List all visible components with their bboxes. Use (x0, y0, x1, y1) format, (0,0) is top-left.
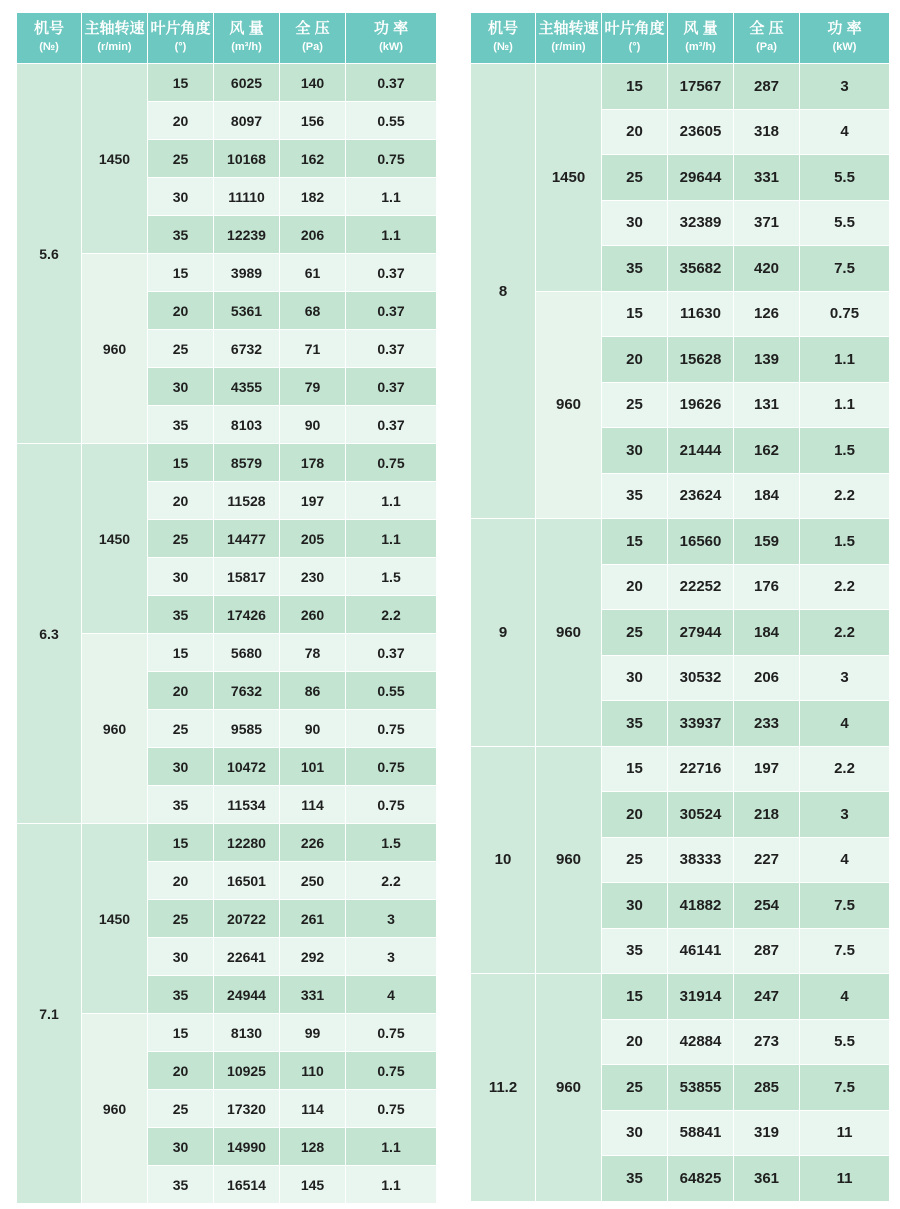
cell-blade-angle: 35 (602, 246, 668, 292)
cell-model-no: 9 (471, 519, 536, 747)
cell-total-pressure: 162 (280, 140, 346, 178)
cell-total-pressure: 110 (280, 1052, 346, 1090)
cell-power: 1.1 (346, 1128, 437, 1166)
cell-power: 0.37 (346, 406, 437, 444)
header-unit: (m³/h) (685, 41, 716, 53)
cell-total-pressure: 61 (280, 254, 346, 292)
table-header (471, 13, 890, 64)
cell-total-pressure: 287 (734, 928, 800, 974)
cell-blade-angle: 15 (148, 254, 214, 292)
cell-air-volume: 30532 (668, 655, 734, 701)
cell-blade-angle: 35 (602, 473, 668, 519)
header-label: 主轴转速 (84, 20, 145, 37)
header-blade-angle (148, 13, 214, 64)
cell-blade-angle: 20 (602, 564, 668, 610)
cell-air-volume: 23605 (668, 109, 734, 155)
cell-air-volume: 21444 (668, 428, 734, 474)
cell-blade-angle: 25 (602, 837, 668, 883)
cell-power: 0.75 (346, 786, 437, 824)
cell-air-volume: 12280 (214, 824, 280, 862)
table-row (471, 64, 890, 110)
cell-total-pressure: 78 (280, 634, 346, 672)
cell-total-pressure: 260 (280, 596, 346, 634)
cell-total-pressure: 90 (280, 406, 346, 444)
cell-blade-angle: 15 (148, 634, 214, 672)
table-row (17, 444, 437, 482)
cell-total-pressure: 227 (734, 837, 800, 883)
header-unit: (№) (493, 41, 513, 53)
cell-total-pressure: 319 (734, 1110, 800, 1156)
header-unit: (Pa) (756, 41, 777, 53)
table-row (471, 746, 890, 792)
cell-blade-angle: 20 (148, 292, 214, 330)
cell-spindle-speed: 1450 (536, 64, 602, 292)
cell-total-pressure: 139 (734, 337, 800, 383)
cell-spindle-speed: 960 (82, 254, 148, 444)
table-row (17, 824, 437, 862)
cell-total-pressure: 99 (280, 1014, 346, 1052)
cell-blade-angle: 15 (602, 291, 668, 337)
cell-model-no: 6.3 (17, 444, 82, 824)
header-label: 全 压 (295, 20, 330, 37)
cell-power: 1.5 (800, 428, 890, 474)
header-label: 风 量 (229, 20, 264, 37)
header-label: 功 率 (827, 20, 862, 37)
header-blade-angle (602, 13, 668, 64)
cell-power: 0.75 (346, 1090, 437, 1128)
cell-blade-angle: 15 (602, 64, 668, 110)
table-row (471, 974, 890, 1020)
cell-total-pressure: 331 (280, 976, 346, 1014)
cell-power: 1.1 (800, 337, 890, 383)
cell-blade-angle: 20 (148, 482, 214, 520)
cell-blade-angle: 30 (602, 1110, 668, 1156)
cell-blade-angle: 25 (602, 155, 668, 201)
cell-power: 0.37 (346, 368, 437, 406)
header-unit: (°) (628, 41, 641, 53)
cell-air-volume: 16501 (214, 862, 280, 900)
cell-blade-angle: 35 (602, 1156, 668, 1202)
cell-power: 2.2 (800, 473, 890, 519)
cell-spindle-speed: 960 (536, 974, 602, 1202)
header-unit: (№) (39, 41, 59, 53)
cell-blade-angle: 15 (602, 974, 668, 1020)
cell-total-pressure: 206 (734, 655, 800, 701)
cell-air-volume: 4355 (214, 368, 280, 406)
cell-total-pressure: 273 (734, 1019, 800, 1065)
cell-power: 1.1 (346, 216, 437, 254)
header-label: 风 量 (683, 20, 718, 37)
cell-total-pressure: 101 (280, 748, 346, 786)
header-model-no (17, 13, 82, 64)
cell-power: 0.37 (346, 330, 437, 368)
cell-blade-angle: 20 (602, 1019, 668, 1065)
cell-total-pressure: 71 (280, 330, 346, 368)
cell-power: 0.75 (346, 1014, 437, 1052)
cell-total-pressure: 292 (280, 938, 346, 976)
cell-air-volume: 31914 (668, 974, 734, 1020)
cell-air-volume: 6025 (214, 64, 280, 102)
cell-total-pressure: 114 (280, 786, 346, 824)
cell-power: 2.2 (800, 746, 890, 792)
cell-total-pressure: 159 (734, 519, 800, 565)
cell-air-volume: 53855 (668, 1065, 734, 1111)
cell-air-volume: 14477 (214, 520, 280, 558)
cell-total-pressure: 218 (734, 792, 800, 838)
cell-total-pressure: 247 (734, 974, 800, 1020)
cell-total-pressure: 420 (734, 246, 800, 292)
cell-total-pressure: 79 (280, 368, 346, 406)
cell-spindle-speed: 960 (82, 634, 148, 824)
cell-power: 3 (800, 64, 890, 110)
cell-power: 0.37 (346, 64, 437, 102)
cell-air-volume: 7632 (214, 672, 280, 710)
header-unit: (r/min) (551, 41, 586, 53)
cell-air-volume: 3989 (214, 254, 280, 292)
cell-blade-angle: 25 (148, 900, 214, 938)
cell-power: 7.5 (800, 883, 890, 929)
cell-power: 0.37 (346, 634, 437, 672)
cell-air-volume: 15628 (668, 337, 734, 383)
cell-model-no: 11.2 (471, 974, 536, 1202)
cell-total-pressure: 285 (734, 1065, 800, 1111)
cell-spindle-speed: 960 (82, 1014, 148, 1204)
cell-total-pressure: 126 (734, 291, 800, 337)
header-model-no (471, 13, 536, 64)
cell-spindle-speed: 1450 (82, 824, 148, 1014)
header-air-volume (668, 13, 734, 64)
cell-blade-angle: 20 (148, 102, 214, 140)
cell-air-volume: 6732 (214, 330, 280, 368)
cell-blade-angle: 25 (602, 610, 668, 656)
header-air-volume (214, 13, 280, 64)
cell-blade-angle: 25 (148, 140, 214, 178)
cell-power: 4 (800, 109, 890, 155)
table-body (17, 64, 437, 1204)
cell-power: 2.2 (800, 564, 890, 610)
cell-air-volume: 10168 (214, 140, 280, 178)
cell-blade-angle: 15 (602, 519, 668, 565)
cell-blade-angle: 30 (148, 938, 214, 976)
cell-total-pressure: 361 (734, 1156, 800, 1202)
cell-total-pressure: 254 (734, 883, 800, 929)
header-total-pressure (734, 13, 800, 64)
header-power (800, 13, 890, 64)
header-unit: (°) (174, 41, 187, 53)
cell-air-volume: 27944 (668, 610, 734, 656)
cell-air-volume: 9585 (214, 710, 280, 748)
cell-air-volume: 35682 (668, 246, 734, 292)
cell-total-pressure: 176 (734, 564, 800, 610)
header-unit: (r/min) (97, 41, 132, 53)
cell-power: 1.1 (346, 520, 437, 558)
header-label: 全 压 (749, 20, 784, 37)
cell-blade-angle: 30 (602, 428, 668, 474)
cell-total-pressure: 145 (280, 1166, 346, 1204)
cell-total-pressure: 226 (280, 824, 346, 862)
cell-air-volume: 10925 (214, 1052, 280, 1090)
cell-total-pressure: 233 (734, 701, 800, 747)
cell-air-volume: 11110 (214, 178, 280, 216)
cell-power: 0.37 (346, 254, 437, 292)
cell-power: 0.37 (346, 292, 437, 330)
cell-blade-angle: 30 (602, 883, 668, 929)
cell-air-volume: 10472 (214, 748, 280, 786)
cell-power: 1.5 (800, 519, 890, 565)
cell-spindle-speed: 960 (536, 746, 602, 974)
header-spindle-speed (536, 13, 602, 64)
cell-blade-angle: 20 (148, 1052, 214, 1090)
cell-total-pressure: 318 (734, 109, 800, 155)
cell-blade-angle: 35 (148, 976, 214, 1014)
cell-blade-angle: 30 (148, 558, 214, 596)
cell-power: 4 (346, 976, 437, 1014)
cell-air-volume: 11630 (668, 291, 734, 337)
cell-power: 1.5 (346, 558, 437, 596)
header-label: 机号 (33, 20, 64, 37)
cell-air-volume: 22252 (668, 564, 734, 610)
header-unit: (Pa) (302, 41, 323, 53)
cell-air-volume: 58841 (668, 1110, 734, 1156)
cell-total-pressure: 184 (734, 473, 800, 519)
cell-power: 3 (800, 792, 890, 838)
cell-power: 7.5 (800, 1065, 890, 1111)
cell-spindle-speed: 960 (536, 519, 602, 747)
cell-model-no: 7.1 (17, 824, 82, 1204)
cell-spindle-speed: 1450 (82, 444, 148, 634)
cell-model-no: 10 (471, 746, 536, 974)
cell-power: 0.75 (346, 1052, 437, 1090)
cell-blade-angle: 15 (602, 746, 668, 792)
cell-air-volume: 15817 (214, 558, 280, 596)
cell-blade-angle: 35 (148, 406, 214, 444)
header-spindle-speed (82, 13, 148, 64)
cell-spindle-speed: 1450 (82, 64, 148, 254)
cell-air-volume: 38333 (668, 837, 734, 883)
cell-blade-angle: 25 (148, 1090, 214, 1128)
table-header (17, 13, 437, 64)
cell-blade-angle: 35 (148, 216, 214, 254)
cell-blade-angle: 35 (148, 1166, 214, 1204)
cell-air-volume: 8097 (214, 102, 280, 140)
cell-model-no: 8 (471, 64, 536, 519)
cell-power: 1.1 (346, 178, 437, 216)
cell-air-volume: 33937 (668, 701, 734, 747)
cell-blade-angle: 20 (148, 862, 214, 900)
cell-air-volume: 41882 (668, 883, 734, 929)
fan-spec-table-right (470, 12, 890, 1202)
cell-blade-angle: 15 (148, 824, 214, 862)
cell-total-pressure: 197 (280, 482, 346, 520)
cell-blade-angle: 15 (148, 444, 214, 482)
cell-spindle-speed: 960 (536, 291, 602, 519)
cell-air-volume: 23624 (668, 473, 734, 519)
cell-blade-angle: 25 (602, 382, 668, 428)
cell-total-pressure: 250 (280, 862, 346, 900)
header-unit: (kW) (832, 41, 857, 53)
cell-air-volume: 5680 (214, 634, 280, 672)
cell-total-pressure: 230 (280, 558, 346, 596)
cell-total-pressure: 287 (734, 64, 800, 110)
cell-power: 3 (346, 900, 437, 938)
cell-power: 4 (800, 837, 890, 883)
cell-air-volume: 8579 (214, 444, 280, 482)
cell-blade-angle: 30 (148, 748, 214, 786)
header-label: 叶片角度 (604, 20, 665, 37)
cell-air-volume: 29644 (668, 155, 734, 201)
cell-total-pressure: 206 (280, 216, 346, 254)
cell-blade-angle: 30 (602, 655, 668, 701)
cell-power: 1.5 (346, 824, 437, 862)
table-body (471, 64, 890, 1202)
cell-air-volume: 12239 (214, 216, 280, 254)
cell-power: 0.75 (346, 140, 437, 178)
cell-total-pressure: 114 (280, 1090, 346, 1128)
cell-total-pressure: 68 (280, 292, 346, 330)
cell-air-volume: 16560 (668, 519, 734, 565)
cell-air-volume: 17320 (214, 1090, 280, 1128)
cell-total-pressure: 131 (734, 382, 800, 428)
cell-air-volume: 30524 (668, 792, 734, 838)
cell-power: 11 (800, 1110, 890, 1156)
cell-total-pressure: 156 (280, 102, 346, 140)
header-total-pressure (280, 13, 346, 64)
cell-blade-angle: 30 (148, 178, 214, 216)
cell-air-volume: 46141 (668, 928, 734, 974)
cell-blade-angle: 35 (602, 701, 668, 747)
cell-air-volume: 22641 (214, 938, 280, 976)
cell-air-volume: 5361 (214, 292, 280, 330)
cell-air-volume: 8130 (214, 1014, 280, 1052)
cell-blade-angle: 35 (602, 928, 668, 974)
cell-blade-angle: 20 (602, 109, 668, 155)
cell-blade-angle: 20 (602, 792, 668, 838)
cell-total-pressure: 205 (280, 520, 346, 558)
header-unit: (m³/h) (231, 41, 262, 53)
cell-model-no: 5.6 (17, 64, 82, 444)
cell-power: 1.1 (346, 482, 437, 520)
cell-blade-angle: 35 (148, 596, 214, 634)
cell-blade-angle: 15 (148, 1014, 214, 1052)
cell-power: 7.5 (800, 928, 890, 974)
cell-total-pressure: 182 (280, 178, 346, 216)
cell-air-volume: 32389 (668, 200, 734, 246)
fan-spec-table-left (16, 12, 437, 1204)
header-power (346, 13, 437, 64)
cell-air-volume: 24944 (214, 976, 280, 1014)
cell-power: 3 (346, 938, 437, 976)
cell-blade-angle: 20 (148, 672, 214, 710)
table-row (17, 64, 437, 102)
cell-power: 4 (800, 701, 890, 747)
cell-total-pressure: 184 (734, 610, 800, 656)
cell-total-pressure: 197 (734, 746, 800, 792)
cell-air-volume: 16514 (214, 1166, 280, 1204)
cell-air-volume: 42884 (668, 1019, 734, 1065)
header-unit: (kW) (379, 41, 403, 53)
cell-power: 7.5 (800, 246, 890, 292)
cell-total-pressure: 140 (280, 64, 346, 102)
cell-total-pressure: 86 (280, 672, 346, 710)
header-label: 叶片角度 (150, 20, 211, 37)
cell-total-pressure: 371 (734, 200, 800, 246)
cell-total-pressure: 128 (280, 1128, 346, 1166)
cell-air-volume: 64825 (668, 1156, 734, 1202)
cell-air-volume: 17426 (214, 596, 280, 634)
header-label: 主轴转速 (538, 20, 599, 37)
cell-power: 4 (800, 974, 890, 1020)
cell-air-volume: 19626 (668, 382, 734, 428)
cell-blade-angle: 30 (148, 368, 214, 406)
cell-power: 5.5 (800, 200, 890, 246)
cell-blade-angle: 25 (602, 1065, 668, 1111)
cell-air-volume: 20722 (214, 900, 280, 938)
cell-air-volume: 8103 (214, 406, 280, 444)
cell-power: 5.5 (800, 155, 890, 201)
cell-air-volume: 14990 (214, 1128, 280, 1166)
cell-power: 3 (800, 655, 890, 701)
cell-total-pressure: 261 (280, 900, 346, 938)
cell-air-volume: 22716 (668, 746, 734, 792)
cell-total-pressure: 90 (280, 710, 346, 748)
cell-power: 5.5 (800, 1019, 890, 1065)
cell-blade-angle: 35 (148, 786, 214, 824)
cell-total-pressure: 162 (734, 428, 800, 474)
cell-total-pressure: 331 (734, 155, 800, 201)
cell-blade-angle: 20 (602, 337, 668, 383)
cell-blade-angle: 15 (148, 64, 214, 102)
cell-air-volume: 17567 (668, 64, 734, 110)
cell-air-volume: 11534 (214, 786, 280, 824)
header-label: 机号 (487, 20, 518, 37)
cell-power: 0.55 (346, 102, 437, 140)
table-row (471, 519, 890, 565)
cell-power: 2.2 (346, 862, 437, 900)
cell-power: 0.75 (346, 710, 437, 748)
cell-power: 0.55 (346, 672, 437, 710)
cell-total-pressure: 178 (280, 444, 346, 482)
cell-blade-angle: 25 (148, 520, 214, 558)
cell-power: 0.75 (800, 291, 890, 337)
cell-power: 2.2 (346, 596, 437, 634)
header-label: 功 率 (373, 20, 409, 37)
cell-power: 11 (800, 1156, 890, 1202)
cell-power: 0.75 (346, 748, 437, 786)
cell-power: 0.75 (346, 444, 437, 482)
cell-air-volume: 11528 (214, 482, 280, 520)
cell-blade-angle: 25 (148, 330, 214, 368)
cell-power: 2.2 (800, 610, 890, 656)
cell-blade-angle: 30 (602, 200, 668, 246)
cell-power: 1.1 (346, 1166, 437, 1204)
cell-blade-angle: 30 (148, 1128, 214, 1166)
cell-blade-angle: 25 (148, 710, 214, 748)
cell-power: 1.1 (800, 382, 890, 428)
